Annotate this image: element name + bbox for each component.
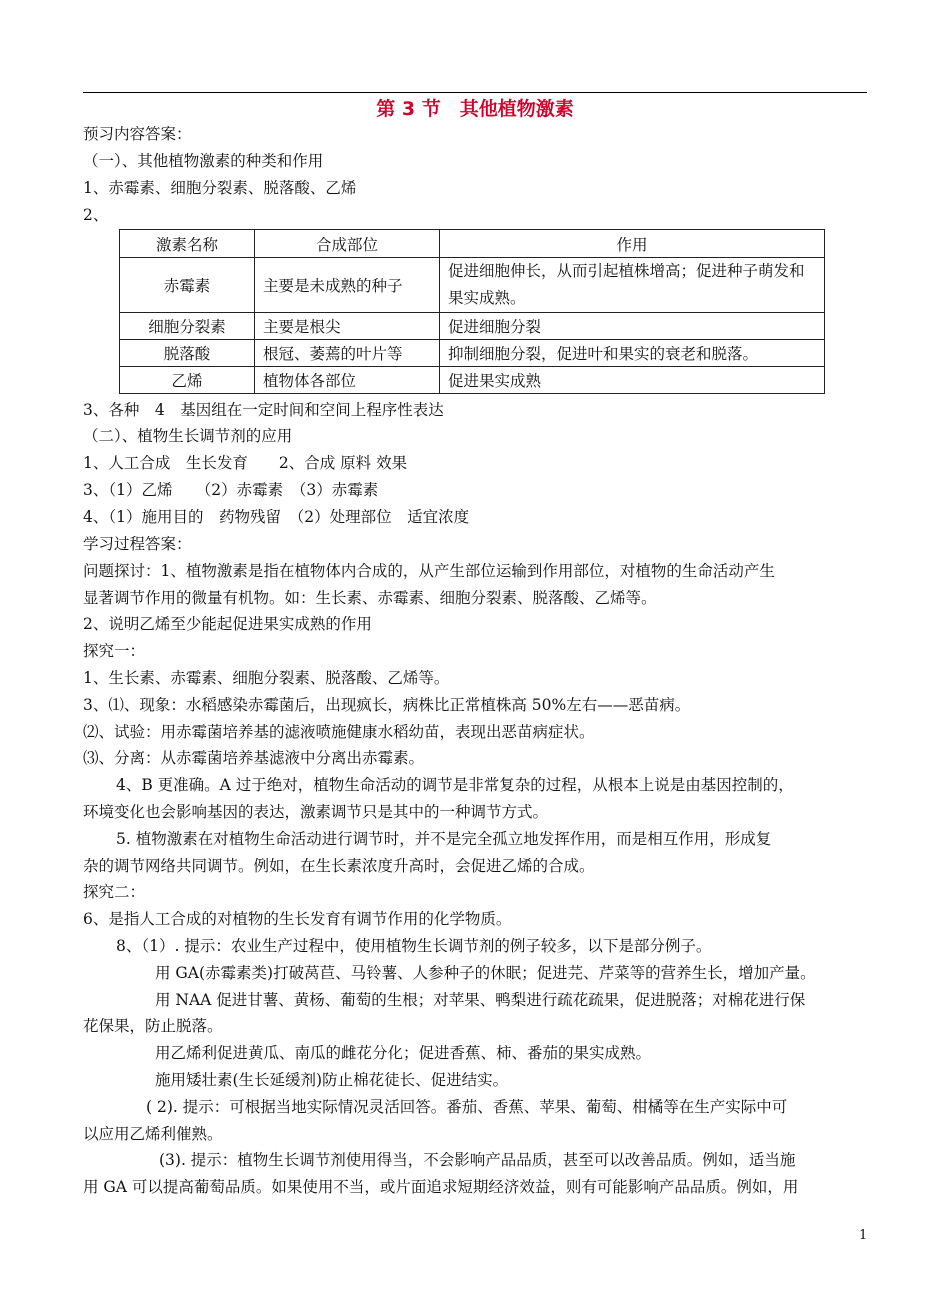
text-line: 3、⑴、现象：水稻感染赤霉菌后，出现疯长，病株比正常植株高 50%左右——恶苗病。 <box>83 696 691 714</box>
table-row <box>120 313 825 340</box>
text-line: 预习内容答案： <box>83 125 192 143</box>
text-line: 环境变化也会影响基因的表达，激素调节只是其中的一种调节方式。 <box>83 803 549 821</box>
table-cell: 主要是未成熟的种子 <box>255 258 440 313</box>
section-heading: （二）、植物生长调节剂的应用 <box>83 427 293 445</box>
text-line: 6、是指人工合成的对植物的生长发育有调节作用的化学物质。 <box>83 910 512 928</box>
text-line: 用乙烯利促进黄瓜、南瓜的雌花分化；促进香蕉、柿、番茄的果实成熟。 <box>155 1044 652 1062</box>
text-line: (3). 提示：植物生长调节剂使用得当，不会影响产品品质，甚至可以改善品质。例如，适当施 <box>159 1151 796 1169</box>
page-number: 1 <box>859 1228 868 1243</box>
hormone-table <box>119 229 825 394</box>
text-line: 1、生长素、赤霉素、细胞分裂素、脱落酸、乙烯等。 <box>83 669 450 687</box>
table-cell: 赤霉素 <box>120 258 255 313</box>
text-line: 施用矮壮素(生长延缓剂)防止棉花徒长、促进结实。 <box>155 1071 509 1089</box>
text-line: 显著调节作用的微量有机物。如：生长素、赤霉素、细胞分裂素、脱落酸、乙烯等。 <box>83 589 657 607</box>
table-cell: 促进果实成熟 <box>440 367 825 394</box>
table-cell: 抑制细胞分裂，促进叶和果实的衰老和脱落。 <box>440 340 825 367</box>
table-cell: 植物体各部位 <box>255 367 440 394</box>
text-line: ( 2). 提示：可根据当地实际情况灵活回答。番茄、香蕉、苹果、葡萄、柑橘等在生产实际中可 <box>146 1098 788 1116</box>
text-line: 5. 植物激素在对植物生命活动进行调节时，并不是完全孤立地发挥作用，而是相互作用，形成复 <box>116 830 772 848</box>
header-rule <box>83 92 867 93</box>
text-line: 3、（1）乙烯 （2）赤霉素 （3）赤霉素 <box>83 481 379 499</box>
text-line: 用 GA(赤霉素类)打破莴苣、马铃薯、人参种子的休眠；促进芫、芹菜等的营养生长，增加产量。 <box>155 964 816 982</box>
text-line: 4、B 更准确。A 过于绝对，植物生命活动的调节是非常复杂的过程，从根本上说是由基因控制的， <box>116 776 794 794</box>
text-line: 花保果，防止脱落。 <box>83 1017 223 1035</box>
table-row <box>120 258 825 313</box>
table-cell: 乙烯 <box>120 367 255 394</box>
table-row <box>120 367 825 394</box>
text-line: 用 GA 可以提高葡萄品质。如果使用不当，或片面追求短期经济效益，则有可能影响产品品质。例如，用 <box>83 1178 799 1196</box>
table-header-cell: 激素名称 <box>120 230 255 258</box>
table-cell: 脱落酸 <box>120 340 255 367</box>
table-row <box>120 340 825 367</box>
table-cell: 促进细胞分裂 <box>440 313 825 340</box>
section-heading: 探究一： <box>83 642 146 660</box>
text-line: 1、赤霉素、细胞分裂素、脱落酸、乙烯 <box>83 179 357 197</box>
section-heading: 探究二： <box>83 883 146 901</box>
text-line: 以应用乙烯利催熟。 <box>83 1125 223 1143</box>
text-line: 2、 <box>83 206 109 224</box>
section-heading: 学习过程答案： <box>83 535 192 553</box>
text-line: ⑶、分离：从赤霉菌培养基滤液中分离出赤霉素。 <box>83 749 425 767</box>
text-line: 3、各种 4 基因组在一定时间和空间上程序性表达 <box>83 401 444 419</box>
section-heading: （一）、其他植物激素的种类和作用 <box>83 152 324 170</box>
text-line: 2、说明乙烯至少能起促进果实成熟的作用 <box>83 615 372 633</box>
table-header-row <box>120 230 825 258</box>
table-header-cell: 合成部位 <box>255 230 440 258</box>
table-cell: 细胞分裂素 <box>120 313 255 340</box>
text-line: 杂的调节网络共同调节。例如，在生长素浓度升高时，会促进乙烯的合成。 <box>83 857 595 875</box>
table-header-cell: 作用 <box>440 230 825 258</box>
table-cell: 主要是根尖 <box>255 313 440 340</box>
page-title: 第 3 节 其他植物激素 <box>376 98 574 120</box>
text-line: 问题探讨：1、植物激素是指在植物体内合成的，从产生部位运输到作用部位，对植物的生命活动产生 <box>83 562 775 580</box>
text-line: 用 NAA 促进甘薯、黄杨、葡萄的生根；对苹果、鸭梨进行疏花疏果，促进脱落；对棉花进行保 <box>155 991 806 1009</box>
text-line: 4、（1）施用目的 药物残留 （2）处理部位 适宜浓度 <box>83 508 470 526</box>
text-line: ⑵、试验：用赤霉菌培养基的滤液喷施健康水稻幼苗，表现出恶苗病症状。 <box>83 723 595 741</box>
text-line: 1、人工合成 生长发育 2、合成 原料 效果 <box>83 454 408 472</box>
table-cell: 根冠、萎蔫的叶片等 <box>255 340 440 367</box>
table-cell: 促进细胞伸长，从而引起植株增高；促进种子萌发和果实成熟。 <box>440 258 825 313</box>
text-line: 8、（1）. 提示：农业生产过程中，使用植物生长调节剂的例子较多，以下是部分例子。 <box>116 937 712 955</box>
